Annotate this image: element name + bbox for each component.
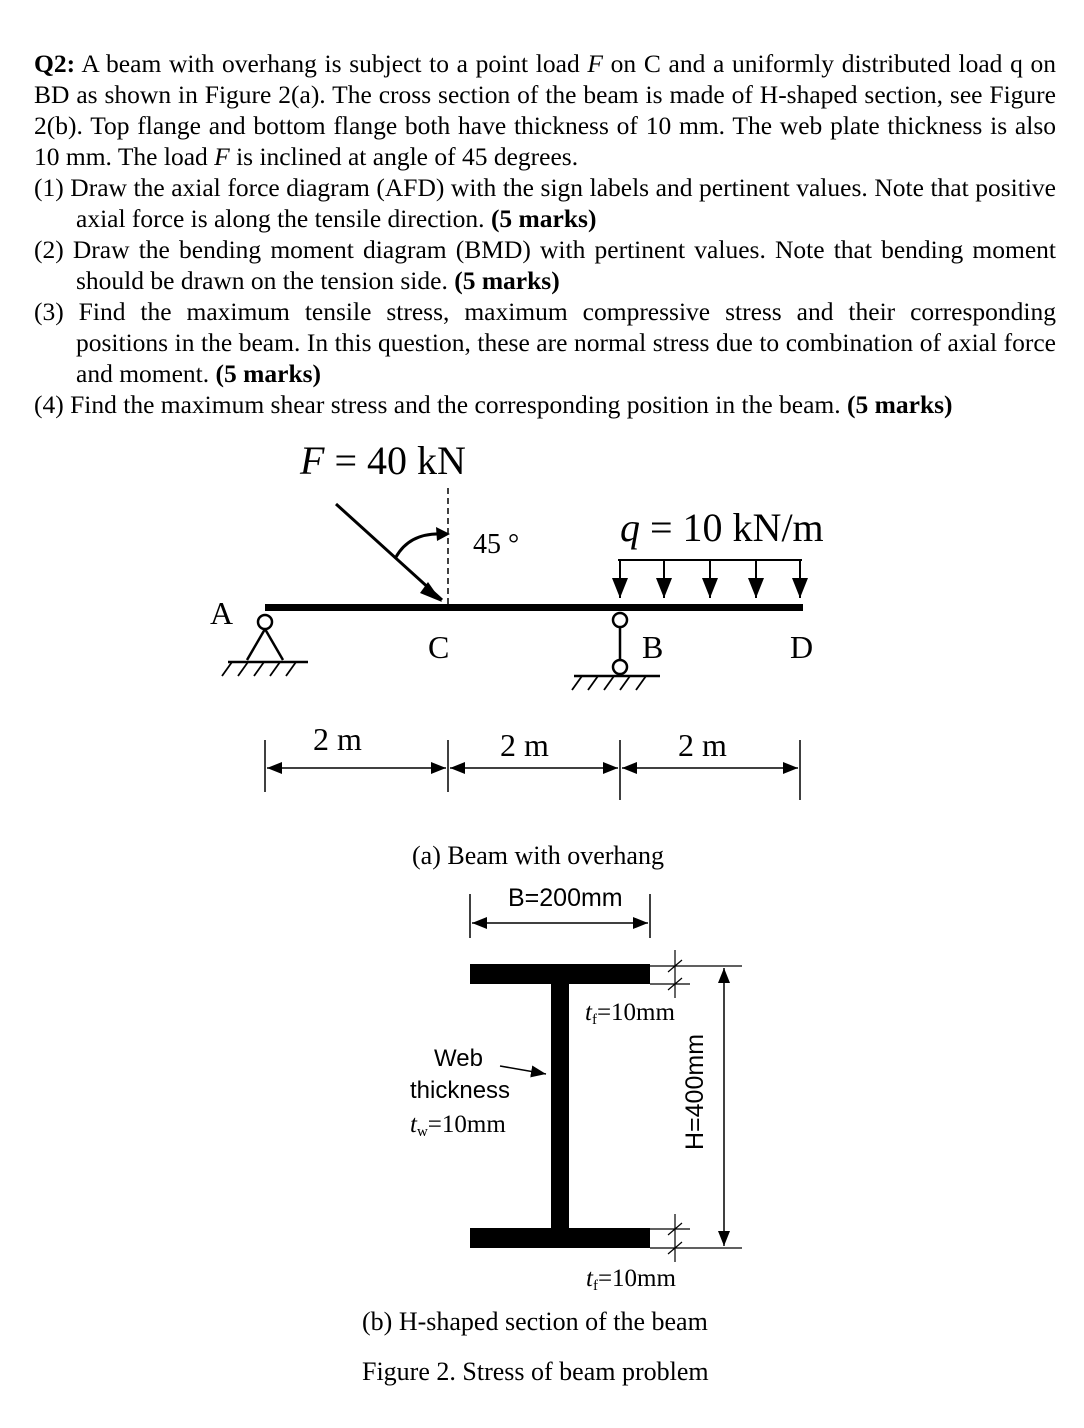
bottom-flange-thickness-label: tf=10mm	[586, 1265, 676, 1294]
point-a-label: A	[210, 595, 234, 631]
web-label-line2: thickness	[410, 1077, 511, 1104]
web	[551, 984, 569, 1228]
question-item-4: (4) Find the maximum shear stress and the corresponding position in the beam. (5 marks)	[34, 390, 953, 419]
question-intro: Q2: A beam with overhang is subject to a point load F on C and a uniformly distributed load q on BD as shown in Figure 2(a). The cross section of the beam is made of H-shaped section, see Figure 2(b). Top flange and bottom flange both have thickness of 10 mm. The web plate thickness is also 10 mm. The load F is inclined at angle of 45 degrees.	[34, 49, 1057, 171]
span-ac-label: 2 m	[313, 721, 362, 757]
width-label: B=200mm	[508, 884, 623, 912]
point-b-label: B	[642, 629, 664, 665]
support-a-pin	[222, 615, 308, 676]
point-c-label: C	[428, 629, 450, 665]
question-item-1: (1) Draw the axial force diagram (AFD) with the sign labels and pertinent values. Note that positive axial force is along the tensile direction. (5 marks)	[34, 173, 1056, 233]
web-thickness-label: tw=10mm	[410, 1111, 506, 1140]
force-label: F = 40 kN	[300, 438, 466, 483]
question-label: Q2:	[34, 49, 76, 78]
question-item-2: (2) Draw the bending moment diagram (BMD) with pertinent values. Note that bending moment should be drawn on the tension side. (5 marks)	[34, 235, 1056, 295]
figure-b-caption: (b) H-shaped section of the beam	[362, 1307, 708, 1336]
point-d-label: D	[790, 629, 814, 665]
figure-a-beam	[210, 438, 824, 870]
web-label-line1: Web	[434, 1045, 483, 1072]
q-label: q = 10 kN/m	[620, 505, 824, 550]
bottom-flange	[470, 1228, 650, 1248]
udl-arrows	[620, 560, 800, 598]
bottom-flange-thickness-dimension	[650, 1214, 690, 1262]
figure-a-caption: (a) Beam with overhang	[412, 841, 664, 870]
question-item-3: (3) Find the maximum tensile stress, maximum compressive stress and their corresponding positions in the beam. In this question, these are normal stress due to combination of axial force and moment. (5 marks)	[34, 297, 1056, 388]
figure-caption: Figure 2. Stress of beam problem	[362, 1357, 709, 1386]
span-bd-label: 2 m	[678, 727, 727, 763]
top-flange-thickness-dimension	[650, 950, 742, 998]
top-flange	[470, 964, 650, 984]
top-flange-thickness-label: tf=10mm	[585, 999, 675, 1028]
figure-b-section	[362, 884, 742, 1386]
web-pointer-arrow	[500, 1066, 546, 1074]
angle-label: 45 °	[473, 529, 520, 560]
span-cb-label: 2 m	[500, 727, 549, 763]
height-label: H=400mm	[681, 1033, 709, 1150]
beam	[265, 604, 803, 611]
